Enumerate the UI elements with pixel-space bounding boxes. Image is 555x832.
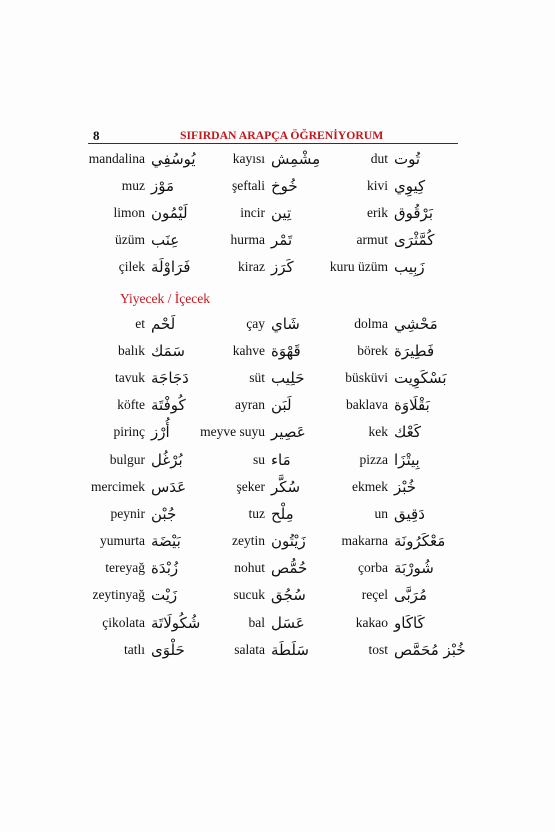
arabic-word: كَعْك: [394, 423, 422, 442]
arabic-word: سَمَك: [151, 341, 185, 360]
arabic-word: حُمُّص: [271, 559, 308, 578]
arabic-word: عَسَل: [271, 613, 305, 632]
turkish-word: ayran: [235, 397, 265, 413]
arabic-word: شَاي: [271, 314, 300, 333]
arabic-word: حَلِيب: [271, 368, 305, 387]
vocab-entry: [55, 528, 181, 555]
turkish-word: salata: [234, 641, 265, 657]
arabic-word: عِنَب: [151, 230, 180, 249]
turkish-word: peynir: [110, 505, 145, 521]
turkish-word: şeftali: [232, 177, 265, 193]
turkish-word: süt: [249, 369, 265, 385]
vocab-entry: [55, 172, 174, 199]
turkish-word: tost: [368, 641, 388, 657]
vocab-entry: [171, 226, 292, 253]
arabic-word: زَيْت: [151, 586, 178, 605]
vocab-entry: [290, 446, 420, 473]
vocab-row: [0, 199, 555, 226]
turkish-word: un: [374, 505, 388, 521]
turkish-word: mandalina: [88, 150, 145, 166]
vocab-entry: [55, 364, 189, 391]
vocab-entry: [171, 500, 294, 527]
arabic-word: كَاكَاو: [394, 613, 425, 632]
arabic-word: لَيْمُون: [151, 203, 188, 222]
arabic-word: مَاء: [271, 450, 291, 469]
arabic-word: شُكُولَاتَة: [151, 613, 201, 632]
turkish-word: zeytin: [232, 533, 265, 549]
arabic-word: قَهْوَة: [271, 341, 301, 360]
vocab-entry: [55, 473, 186, 500]
vocab-entry: [55, 226, 179, 253]
turkish-word: tuz: [248, 505, 265, 521]
header-rule: [88, 143, 458, 144]
arabic-word: لَبَن: [271, 396, 292, 415]
vocab-entry: [171, 419, 306, 446]
vocab-entry: [171, 199, 291, 226]
vocab-entry: [290, 528, 445, 555]
vocab-entry: [55, 310, 175, 337]
vocab-entry: [290, 364, 447, 391]
vocab-entry: [290, 199, 433, 226]
turkish-word: mercimek: [91, 478, 145, 494]
turkish-word: bal: [248, 614, 265, 630]
vocab-entry: [290, 392, 430, 419]
vocab-entry: [55, 582, 177, 609]
vocab-row: [0, 172, 555, 199]
vocab-entry: [290, 609, 425, 636]
arabic-word: تُوت: [394, 149, 421, 168]
vocab-entry: [290, 226, 434, 253]
arabic-word: زَيْتُون: [271, 532, 306, 551]
vocab-row: [0, 528, 555, 555]
arabic-word: جُبْن: [151, 504, 177, 523]
arabic-word: بَقْلَاوَة: [394, 396, 430, 415]
turkish-word: zeytinyağ: [92, 587, 145, 603]
vocab-row: [0, 145, 555, 172]
vocab-entry: [55, 337, 185, 364]
vocab-entry: [55, 636, 185, 663]
turkish-word: su: [252, 451, 265, 467]
vocab-row: [0, 337, 555, 364]
vocab-row: [0, 253, 555, 280]
turkish-word: üzüm: [115, 231, 145, 247]
arabic-word: تِين: [271, 203, 292, 222]
turkish-word: erik: [367, 204, 388, 220]
book-title: SIFIRDAN ARAPÇA ÖĞRENİYORUM: [180, 129, 384, 142]
vocab-row: [0, 609, 555, 636]
vocab-entry: [290, 337, 434, 364]
vocab-row: [0, 310, 555, 337]
fruits-section: [0, 145, 555, 280]
vocab-entry: [290, 636, 466, 663]
arabic-word: حَلْوَى: [151, 640, 185, 659]
vocab-entry: [55, 555, 178, 582]
arabic-word: لَحْم: [151, 314, 176, 333]
turkish-word: çorba: [358, 560, 388, 576]
arabic-word: فَطِيرَة: [394, 341, 435, 360]
turkish-word: dut: [370, 150, 388, 166]
vocab-row: [0, 392, 555, 419]
turkish-word: kakao: [355, 614, 388, 630]
vocab-row: [0, 446, 555, 473]
arabic-word: يُوسُفِي: [151, 149, 196, 168]
arabic-word: كُوفْتَة: [151, 396, 186, 415]
turkish-word: tereyağ: [105, 560, 145, 576]
vocab-entry: [171, 446, 291, 473]
turkish-word: baklava: [346, 397, 388, 413]
turkish-word: tavuk: [115, 369, 145, 385]
arabic-word: خُوخ: [271, 176, 298, 195]
turkish-word: kiraz: [238, 258, 265, 274]
vocab-row: [0, 500, 555, 527]
arabic-word: زَبِيب: [394, 257, 425, 276]
turkish-word: yumurta: [100, 533, 145, 549]
turkish-word: reçel: [361, 587, 388, 603]
vocab-entry: [171, 310, 300, 337]
turkish-word: meyve suyu: [200, 424, 265, 440]
arabic-word: مِلْح: [271, 504, 294, 523]
vocab-entry: [171, 392, 292, 419]
vocab-entry: [290, 500, 425, 527]
vocab-row: [0, 473, 555, 500]
arabic-word: مِشْمِش: [271, 149, 321, 168]
vocab-row: [0, 364, 555, 391]
vocab-entry: [290, 473, 416, 500]
arabic-word: كُمَّثْرَى: [394, 230, 435, 249]
vocab-entry: [290, 419, 421, 446]
turkish-word: nohut: [234, 560, 265, 576]
turkish-word: ekmek: [352, 478, 388, 494]
turkish-word: pirinç: [113, 424, 145, 440]
arabic-word: دَجَاجَة: [151, 368, 189, 387]
arabic-word: خُبْز: [394, 477, 417, 496]
turkish-word: sucuk: [233, 587, 265, 603]
arabic-word: بَرْقُوق: [394, 203, 434, 222]
turkish-word: şeker: [236, 478, 265, 494]
arabic-word: سَلَطَة: [271, 640, 309, 659]
arabic-word: شُورْبَة: [394, 559, 434, 578]
vocab-entry: [171, 555, 307, 582]
vocab-row: [0, 636, 555, 663]
arabic-word: بَسْكَوِيت: [394, 368, 447, 387]
turkish-word: çay: [246, 315, 265, 331]
section-heading: Yiyecek / İçecek: [120, 291, 210, 306]
turkish-word: kahve: [232, 342, 265, 358]
turkish-word: çilek: [118, 258, 145, 274]
arabic-word: مَوْز: [151, 176, 175, 195]
vocab-row: [0, 419, 555, 446]
turkish-word: limon: [113, 204, 145, 220]
vocab-entry: [171, 582, 306, 609]
arabic-word: عَدَس: [151, 477, 187, 496]
arabic-word: كَرَز: [271, 257, 294, 276]
vocab-entry: [55, 446, 183, 473]
food-section: [0, 310, 555, 663]
arabic-word: زُبْدَة: [151, 559, 179, 578]
vocab-entry: [171, 528, 306, 555]
vocab-row: [0, 582, 555, 609]
turkish-word: balık: [118, 342, 145, 358]
vocab-entry: [290, 555, 434, 582]
turkish-word: börek: [357, 342, 388, 358]
vocab-entry: [171, 609, 305, 636]
turkish-word: büsküvi: [345, 369, 388, 385]
turkish-word: çikolata: [102, 614, 145, 630]
vocab-entry: [171, 364, 305, 391]
vocab-entry: [171, 636, 309, 663]
vocab-row: [0, 555, 555, 582]
vocab-entry: [171, 337, 301, 364]
turkish-word: makarna: [341, 533, 388, 549]
arabic-word: تَمْر: [271, 230, 293, 249]
vocab-entry: [55, 419, 170, 446]
vocab-entry: [290, 145, 420, 172]
arabic-word: خُبْز مُحَمَّص: [394, 640, 466, 659]
arabic-word: كِيوِي: [394, 176, 426, 195]
vocab-entry: [55, 392, 186, 419]
turkish-word: muz: [121, 177, 145, 193]
arabic-word: سُكَّر: [271, 477, 301, 496]
vocab-entry: [290, 253, 425, 280]
arabic-word: عَصِير: [271, 423, 306, 442]
turkish-word: kek: [368, 424, 388, 440]
vocab-entry: [171, 253, 294, 280]
turkish-word: hurma: [230, 231, 265, 247]
turkish-word: armut: [356, 231, 388, 247]
arabic-word: مَحْشِي: [394, 314, 438, 333]
turkish-word: tatlı: [124, 641, 145, 657]
arabic-word: سُجُق: [271, 586, 306, 605]
vocab-row: [0, 226, 555, 253]
turkish-word: incir: [240, 204, 265, 220]
turkish-word: kivi: [366, 177, 388, 193]
vocab-entry: [55, 199, 188, 226]
turkish-word: köfte: [117, 397, 145, 413]
vocab-entry: [171, 473, 300, 500]
arabic-word: مُرَبَّى: [394, 586, 427, 605]
turkish-word: kayısı: [232, 150, 265, 166]
vocab-entry: [290, 310, 438, 337]
arabic-word: فَرَاوْلَة: [151, 257, 191, 276]
turkish-word: dolma: [354, 315, 388, 331]
vocab-entry: [290, 582, 427, 609]
arabic-word: مَعْكَرُونَة: [394, 532, 446, 551]
turkish-word: bulgur: [109, 451, 145, 467]
turkish-word: pizza: [359, 451, 388, 467]
arabic-word: دَقِيق: [394, 504, 425, 523]
arabic-word: بَيْضَة: [151, 532, 181, 551]
arabic-word: بِيتْزَا: [394, 450, 420, 469]
vocab-entry: [171, 172, 298, 199]
turkish-word: et: [135, 315, 145, 331]
turkish-word: kuru üzüm: [329, 258, 388, 274]
page-number: 8: [93, 128, 100, 143]
arabic-word: بُرْغُل: [151, 450, 183, 469]
vocab-entry: [290, 172, 425, 199]
vocab-entry: [55, 500, 176, 527]
arabic-word: أُرْز: [151, 423, 170, 442]
